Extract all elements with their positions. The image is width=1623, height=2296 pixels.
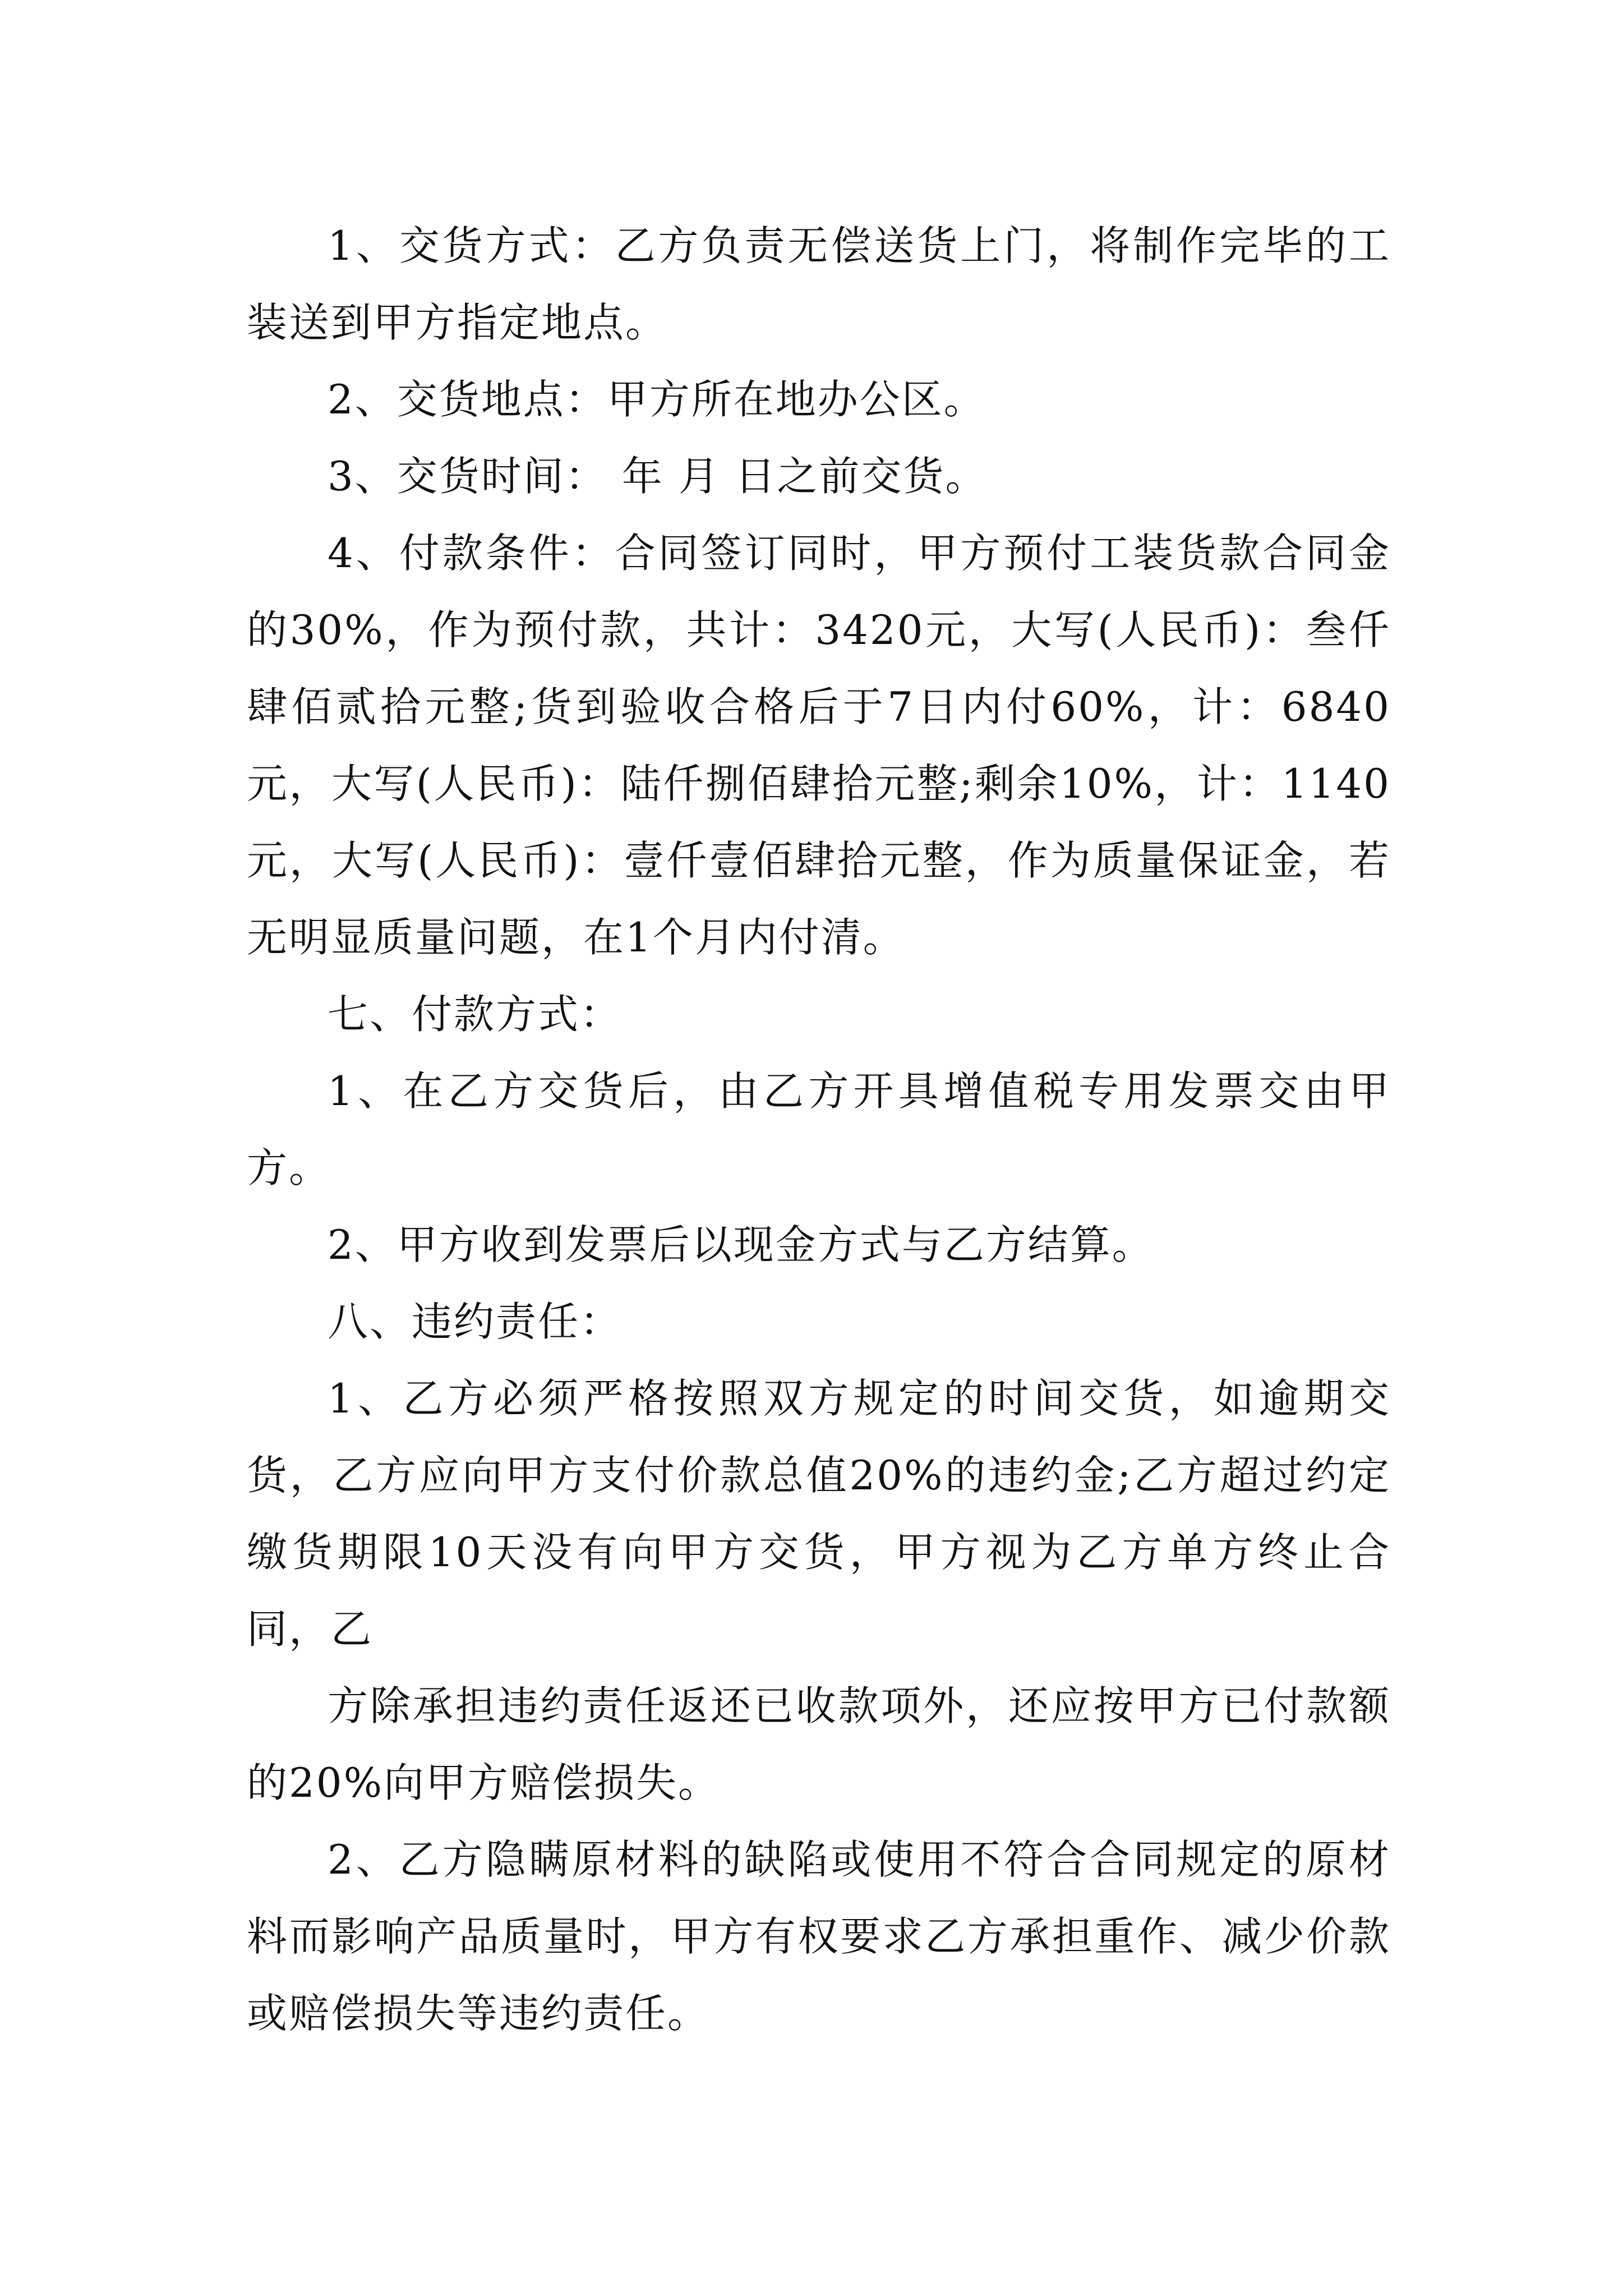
paragraph-payment-terms: 4、付款条件：合同签订同时，甲方预付工装货款合同金的30%，作为预付款，共计：3420元，大写(人民币)：叁仟肆佰贰拾元整;货到验收合格后于7日内付60%，计：6840元，大写(人民币)：陆仟捌佰肆拾元整;剩余10%，计：1140元，大写(人民币)：壹仟壹佰肆拾元整，作为质量保证金，若无明显质量问题，在1个月内付清。 [247,530,1391,961]
paragraph-delivery-time: 3、交货时间： 年 月 日之前交货。 [328,453,988,500]
paragraph-material-defects: 2、乙方隐瞒原材料的缺陷或使用不符合合同规定的原材料而影响产品质量时，甲方有权要求乙方承担重作、减少价款或赔偿损失等违约责任。 [247,1836,1391,2037]
section-heading-payment-method: 七、付款方式： [328,991,623,1038]
paragraph-settlement: 2、甲方收到发票后以现金方式与乙方结算。 [328,1221,1154,1268]
document-page [247,208,1391,2052]
paragraph-refund-compensation: 方除承担违约责任返还已收款项外，还应按甲方已付款额的20%向甲方赔偿损失。 [247,1682,1391,1806]
paragraph-invoice: 1、在乙方交货后，由乙方开具增值税专用发票交由甲方。 [247,1068,1391,1191]
paragraph-delivery-method: 1、交货方式：乙方负责无偿送货上门，将制作完毕的工装送到甲方指定地点。 [247,222,1391,346]
paragraph-delivery-location: 2、交货地点：甲方所在地办公区。 [328,376,986,423]
paragraph-late-delivery: 1、乙方必须严格按照双方规定的时间交货，如逾期交货，乙方应向甲方支付价款总值20%的违约金;乙方超过约定缴货期限10天没有向甲方交货，甲方视为乙方单方终止合同，乙 [247,1375,1391,1653]
section-heading-breach-liability: 八、违约责任： [328,1298,623,1345]
